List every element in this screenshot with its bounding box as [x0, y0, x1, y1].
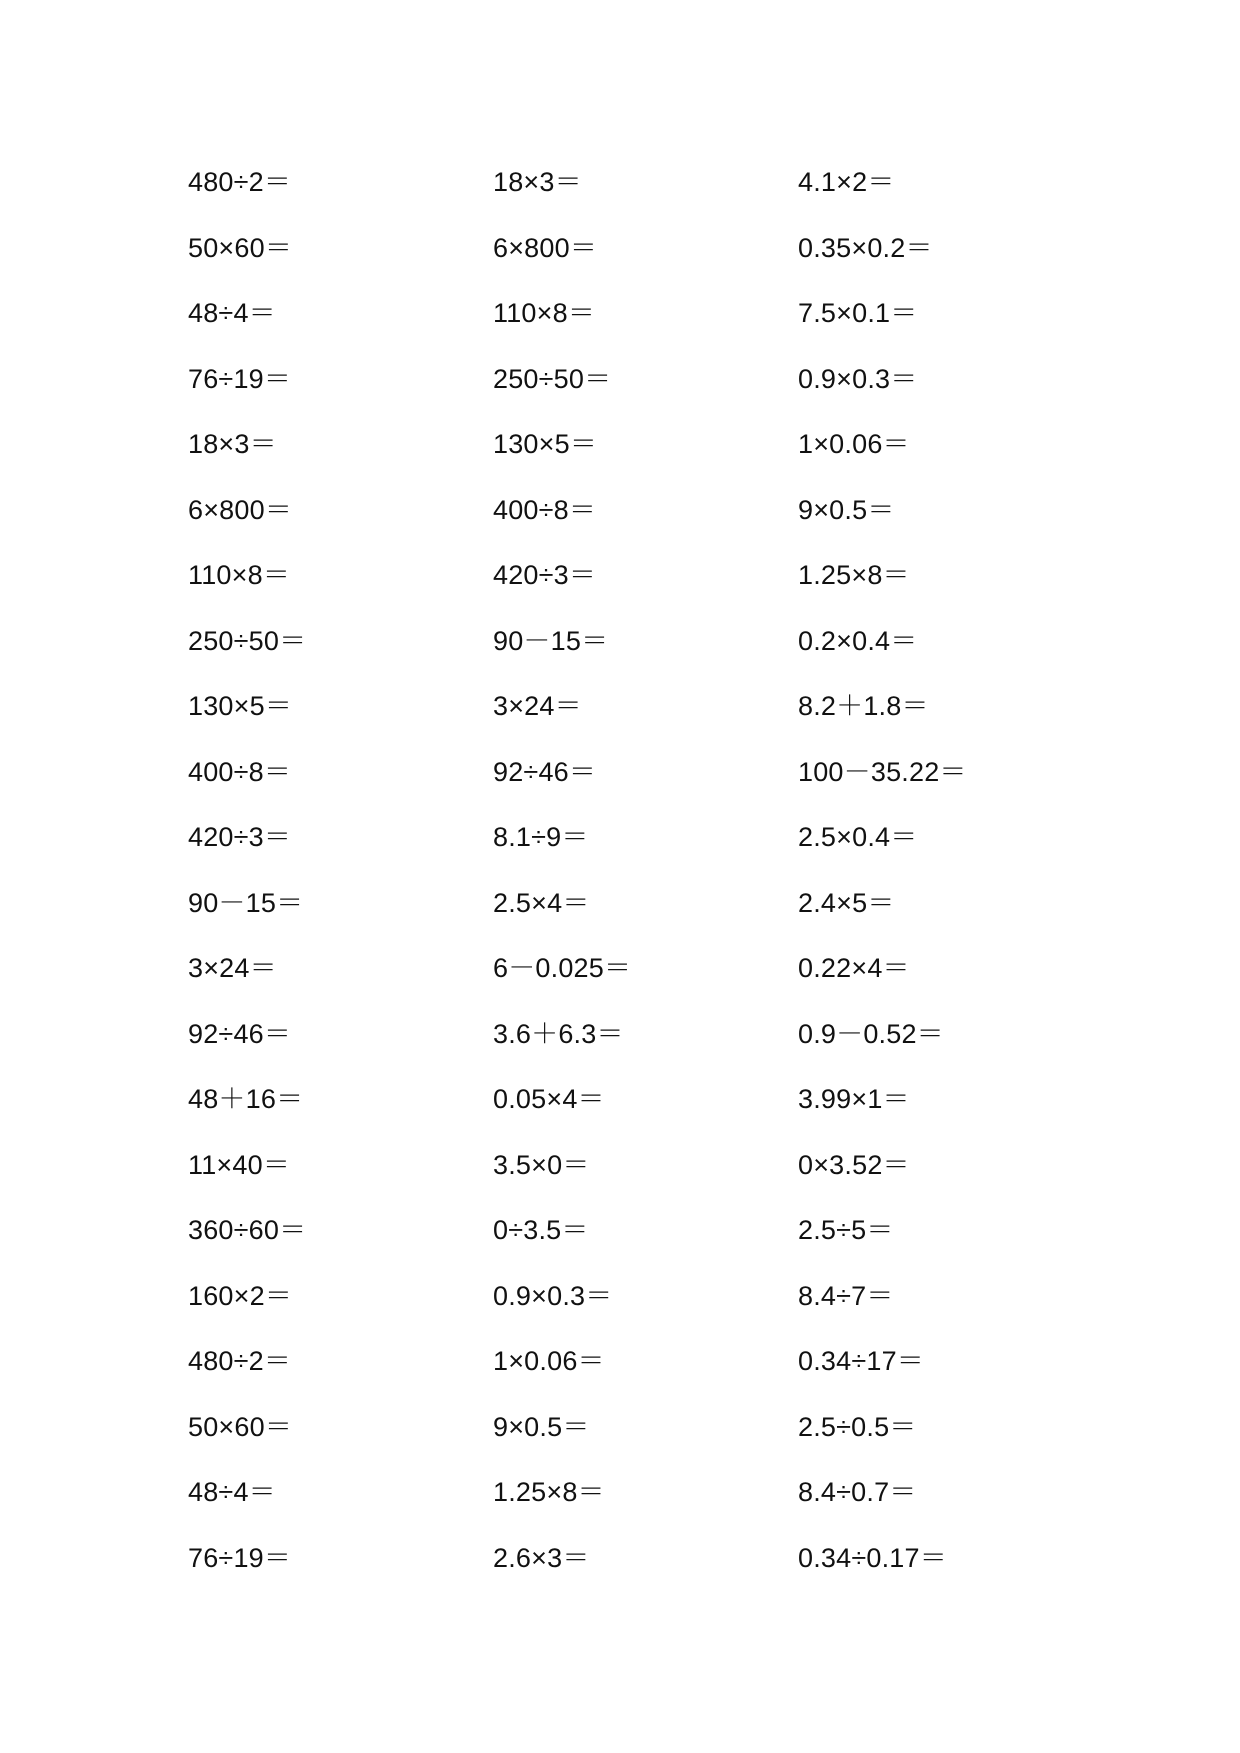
- math-problem: 50×60＝: [188, 232, 293, 263]
- math-problem: 1×0.06＝: [493, 1346, 605, 1376]
- math-problem: 92÷46＝: [188, 1018, 292, 1049]
- math-problem: 130×5＝: [188, 691, 293, 721]
- math-problem: 0.9×0.3＝: [493, 1280, 613, 1311]
- math-problem: 0×3.52＝: [798, 1149, 910, 1180]
- math-problem: 48＋16＝: [188, 1084, 304, 1114]
- math-problem: 7.5×0.1＝: [798, 298, 918, 328]
- math-problem: 2.5÷5＝: [798, 1215, 894, 1245]
- problem-column-3: [798, 160, 967, 1601]
- math-problem: 6×800＝: [188, 494, 293, 525]
- math-problem: 2.5×0.4＝: [798, 822, 918, 852]
- math-problem: 0.34÷17＝: [798, 1346, 925, 1376]
- math-problem: 480÷2＝: [188, 167, 292, 197]
- math-problem: 110×8＝: [493, 298, 596, 328]
- math-problem: 8.1÷9＝: [493, 822, 589, 852]
- math-problem: 2.4×5＝: [798, 887, 895, 918]
- math-problem: 9×0.5＝: [798, 494, 895, 525]
- math-problem: 2.6×3＝: [493, 1542, 590, 1573]
- math-problem: 1.25×8＝: [493, 1477, 605, 1507]
- math-problem: 76÷19＝: [188, 1542, 292, 1573]
- math-problem: 250÷50＝: [493, 363, 612, 394]
- math-problem: 50×60＝: [188, 1411, 293, 1442]
- math-problem: 0.05×4＝: [493, 1084, 605, 1114]
- math-problem: 400÷8＝: [493, 494, 597, 525]
- math-problem: 0.22×4＝: [798, 953, 910, 983]
- math-problem: 360÷60＝: [188, 1215, 307, 1245]
- math-problem: 8.4÷0.7＝: [798, 1477, 917, 1507]
- math-problem: 0÷3.5＝: [493, 1215, 589, 1245]
- math-problem: 3.99×1＝: [798, 1084, 910, 1114]
- math-problem: 0.35×0.2＝: [798, 232, 933, 263]
- math-problem: 160×2＝: [188, 1280, 293, 1311]
- math-problem: 92÷46＝: [493, 756, 597, 787]
- math-problem: 250÷50＝: [188, 625, 307, 656]
- math-problem: 18×3＝: [493, 167, 582, 197]
- problem-column-1: [188, 160, 306, 1601]
- math-problem: 11×40＝: [188, 1149, 291, 1180]
- math-problem: 420÷3＝: [188, 822, 292, 852]
- math-problem: 0.9－0.52＝: [798, 1018, 944, 1049]
- math-problem: 8.2＋1.8＝: [798, 691, 929, 721]
- math-problem: 6－0.025＝: [493, 953, 632, 983]
- math-problem: 1×0.06＝: [798, 429, 910, 459]
- math-problem: 3.5×0＝: [493, 1149, 590, 1180]
- math-problem: 420÷3＝: [493, 560, 597, 590]
- math-problem: 76÷19＝: [188, 363, 292, 394]
- math-problem: 48÷4＝: [188, 1477, 276, 1507]
- math-problem: 110×8＝: [188, 560, 291, 590]
- math-problem: 400÷8＝: [188, 756, 292, 787]
- math-problem: 90－15＝: [188, 887, 304, 918]
- math-problem: 8.4÷7＝: [798, 1280, 894, 1311]
- math-problem: 48÷4＝: [188, 298, 276, 328]
- math-problem: 90－15＝: [493, 625, 609, 656]
- math-problem: 0.34÷0.17＝: [798, 1542, 947, 1573]
- math-problem: 2.5×4＝: [493, 887, 590, 918]
- math-problem: 0.2×0.4＝: [798, 625, 918, 656]
- math-problem: 100－35.22＝: [798, 756, 967, 787]
- problem-column-2: [493, 160, 631, 1601]
- math-problem: 3×24＝: [493, 691, 582, 721]
- math-problem: 18×3＝: [188, 429, 277, 459]
- math-problem: 3×24＝: [188, 953, 277, 983]
- math-problem: 6×800＝: [493, 232, 598, 263]
- math-problem: 4.1×2＝: [798, 167, 895, 197]
- math-problem: 0.9×0.3＝: [798, 363, 918, 394]
- math-problem: 3.6＋6.3＝: [493, 1018, 624, 1049]
- math-problem: 130×5＝: [493, 429, 598, 459]
- math-problem: 1.25×8＝: [798, 560, 910, 590]
- math-problem: 2.5÷0.5＝: [798, 1411, 917, 1442]
- math-problem: 480÷2＝: [188, 1346, 292, 1376]
- math-problem: 9×0.5＝: [493, 1411, 590, 1442]
